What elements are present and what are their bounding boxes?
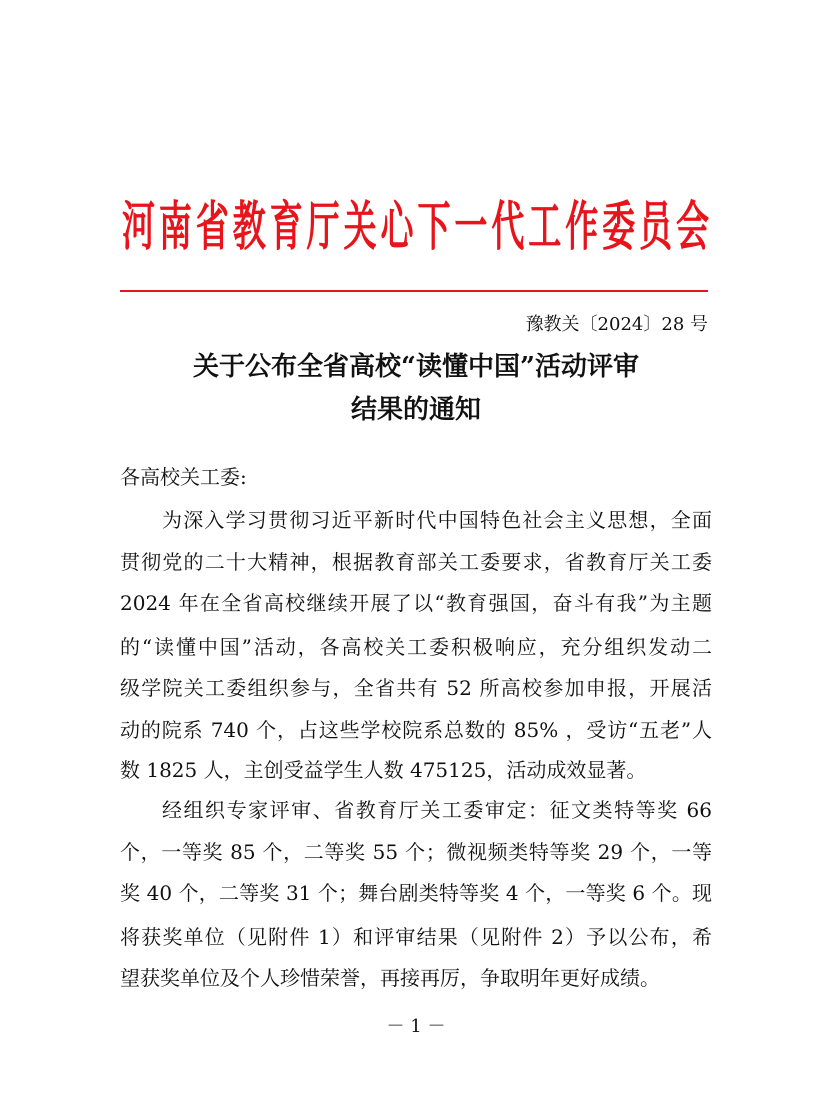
paragraph-line: 贯彻党的二十大精神，根据教育部关工委要求，省教育厅关工委	[120, 550, 712, 574]
paragraph-line: 的“读懂中国”活动，各高校关工委积极响应，充分组织发动二	[120, 635, 712, 659]
paragraph-line: 级学院关工委组织参与，全省共有 52 所高校参加申报，开展活	[120, 676, 712, 700]
paragraph-line: 动的院系 740 个，占这些学校院系总数的 85% ，受访“五老”人	[120, 718, 712, 742]
paragraph-line: 数 1825 人，主创受益学生人数 475125，活动成效显著。	[120, 758, 647, 782]
document-title-line-2: 结果的通知	[350, 395, 481, 425]
document-number: 豫教关〔2024〕28 号	[525, 314, 708, 335]
paragraph-line: 奖 40 个，二等奖 31 个；舞台剧类特等奖 4 个，一等奖 6 个。现	[120, 881, 712, 905]
paragraph-line: 2024 年在全省高校继续开展了以“教育强国，奋斗有我”为主题	[120, 591, 712, 615]
paragraph-line: 经组织专家评审、省教育厅关工委审定：征文类特等奖 66	[162, 798, 712, 822]
paragraph-line: 望获奖单位及个人珍惜荣誉，再接再厉，争取明年更好成绩。	[120, 966, 660, 990]
issuing-organization-header: 河南省教育厅关心下一代工作委员会	[122, 195, 708, 258]
paragraph-line: 将获奖单位（见附件 1）和评审结果（见附件 2）予以公布，希	[120, 925, 712, 949]
paragraph-line: 为深入学习贯彻习近平新时代中国特色社会主义思想，全面	[162, 508, 712, 532]
page-number: － 1 －	[386, 1016, 446, 1037]
salutation: 各高校关工委:	[120, 465, 247, 489]
document-title-line-1: 关于公布全省高校“读懂中国”活动评审	[193, 352, 639, 382]
red-divider-rule	[120, 290, 708, 292]
paragraph-line: 个，一等奖 85 个，二等奖 55 个；微视频类特等奖 29 个，一等	[120, 840, 712, 864]
